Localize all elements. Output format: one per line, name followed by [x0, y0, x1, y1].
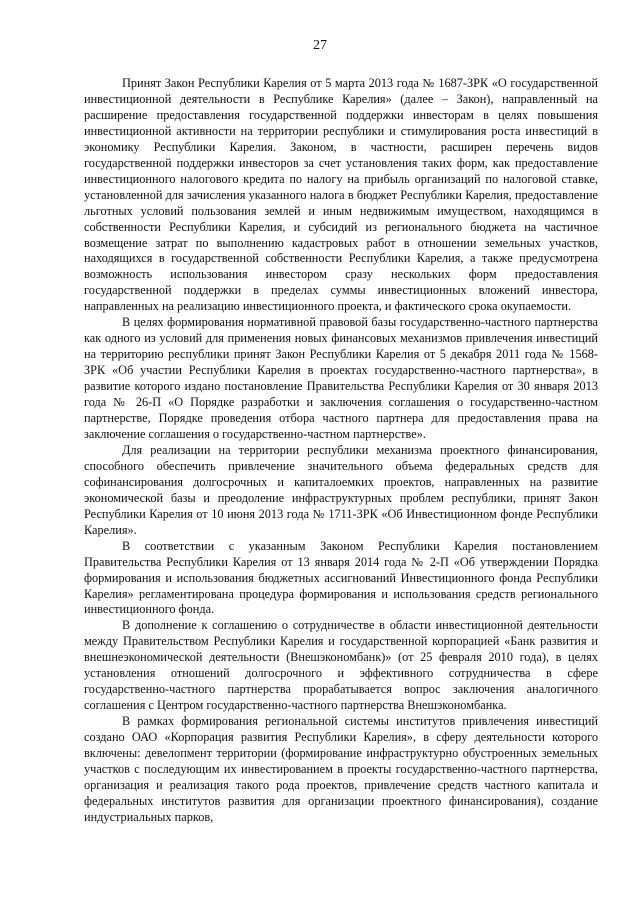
paragraph-public-private-partnership: В целях формирования нормативной правовой базы государственно-частного партнерства как одного из условий для применения новых финансовых механизмов привлечения инвестиций на территорию республики принят Закон Республики Карелия от 5 декабря 2011 года № 1568-ЗРК «Об участии Республики Карелия в проектах государственно-частного партнерства», в развитие которого издано постановление Правительства Республики Карелия от 30 января 2013 года № 26-П «О Порядке разработки и заключения соглашения о государственно-частном партнерстве, Порядке проведения отбора частного партнера для предоставления права на заключение соглашения о государственно-частном партнерстве». — [84, 315, 598, 441]
paragraph-project-financing: Для реализации на территории республики механизма проектного финансирования, способного обеспечить привлечение значительного объема федеральных средств для софинансирования долгосрочных и капиталоемких проектов, направленных на развитие экономической базы и преодоление инфраструктурных проблем республики, принят Закон Республики Карелия от 10 июня 2013 года № 1711-ЗРК «Об Инвестиционном фонде Республики Карелия». — [84, 442, 598, 537]
paragraph-investment-fund-procedure: В соответствии с указанным Законом Республики Карелия постановлением Правительства Республики Карелия от 13 января 2014 года № 2-П «Об утверждении Порядка формирования и использования бюджетных ассигнований Инвестиционного фонда Республики Карелия» регламентирована процедура формирования и использования средств регионального инвестиционного фонда. — [84, 538, 598, 617]
document-body — [84, 76, 598, 826]
paragraph-vnesheconombank-agreement: В дополнение к соглашению о сотрудничестве в области инвестиционной деятельности между Правительством Республики Карелия и государственной корпорацией «Банк развития и внешнеэкономической деятельности (Внешэкономбанк)» (от 25 февраля 2010 года), в целях установления отношений долгосрочного и эффективного сотрудничества в сфере государственно-частного партнерства прорабатывается вопрос заключения аналогичного соглашения с Центром государственно-частного партнерства Внешэкономбанка. — [84, 618, 598, 713]
paragraph-development-corporation: В рамках формирования региональной системы институтов привлечения инвестиций создано ОАО «Корпорация развития Республики Карелия», в сферу деятельности которого включены: девелопмент территории (формирование инфраструктурно обустроенных земельных участков с последующим их инвестированием в проекты государственно-частного партнерства, организация и реализация такого рода проектов, привлечение средств частного капитала и федеральных институтов развития для организации проектного финансирования), создание индустриальных парков, — [84, 714, 598, 824]
page-number: 27 — [313, 38, 327, 53]
paragraph-investment-law: Принят Закон Республики Карелия от 5 марта 2013 года № 1687-ЗРК «О государственной инвестиционной деятельности в Республике Карелия» (далее – Закон), направленный на расширение предоставления государственной поддержки инвесторам в целях повышения инвестиционной активности на территории республики и стимулирования роста инвестиций в экономику Республики Карелия. Законом, в частности, расширен перечень видов государственной поддержки инвесторов за счет установления таких форм, как предоставление инвестиционного налогового кредита по налогу на прибыль организаций по налоговой ставке, установленной для зачисления указанного налога в бюджет Республики Карелия, предоставление льготных условий пользования землей и иным недвижимым имуществом, находящимся в собственности Республики Карелия, и субсидий из регионального бюджета на частичное возмещение затрат по выполнению кадастровых работ в отношении земельных участков, находящихся в государственной собственности Республики Карелия, а также предусмотрена возможность использования инвестором сразу нескольких форм предоставления государственной поддержки в пределах суммы инвестиционных вложений инвестора, направленных на реализацию инвестиционного проекта, и фактического срока окупаемости. — [84, 76, 598, 314]
